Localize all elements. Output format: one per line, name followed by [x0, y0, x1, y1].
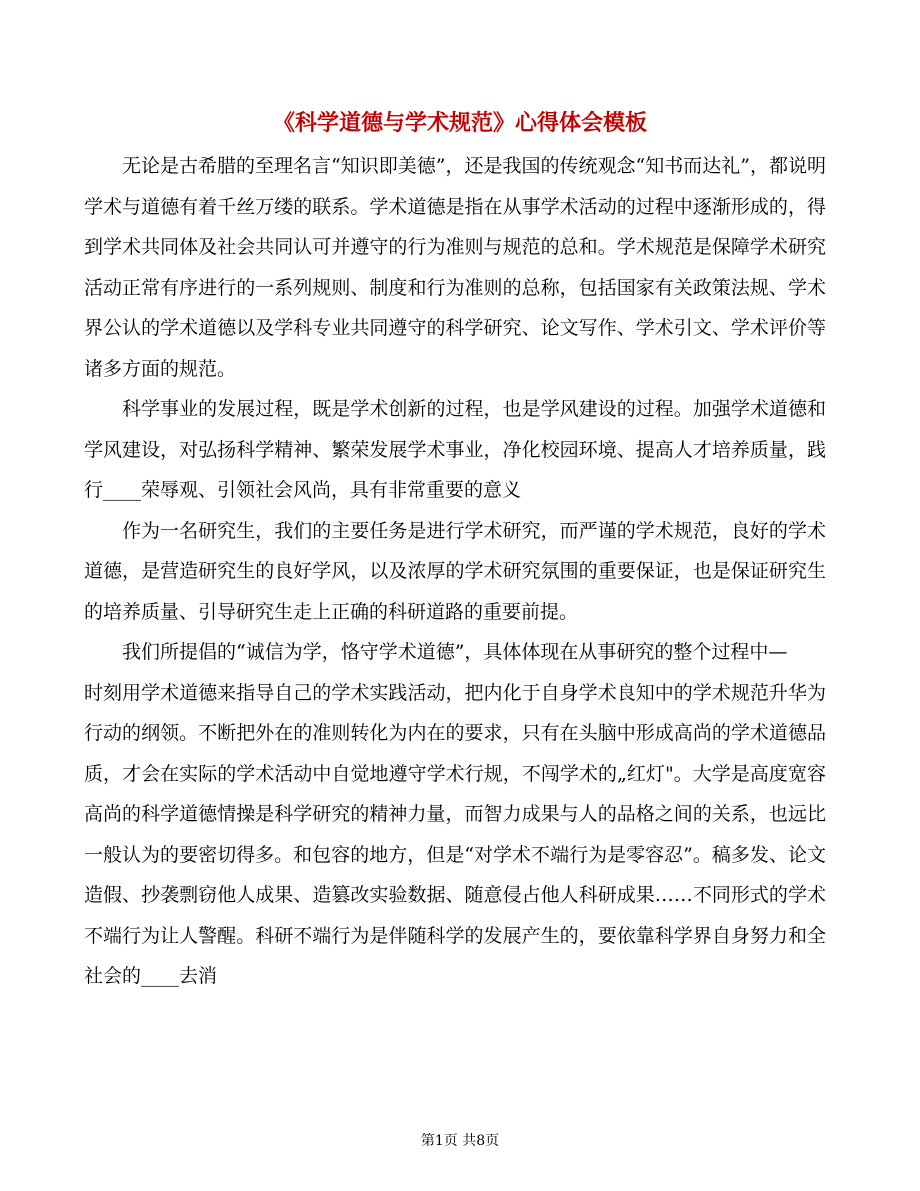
paragraph-3: 作为一名研究生，我们的主要任务是进行学术研究，而严谨的学术规范，良好的学术道德，是营造研究生的良好学风，以及浓厚的学术研究氛围的重要保证，也是保证研究生的培养质量、引导研究生走上正确的科研道路的重要前提。 [84, 519, 826, 623]
paragraph-2: 科学事业的发展过程，既是学术创新的过程，也是学风建设的过程。加强学术道德和学风建设，对弘扬科学精神、繁荣发展学术事业，净化校园环境、提高人才培养质量，践行____荣辱观、引领社会风尚，具有非常重要的意义 [84, 398, 826, 501]
document-title: 《科学道德与学术规范》心得体会模板 [272, 111, 647, 136]
document-body [84, 146, 826, 997]
page-number-footer: 第1页 共8页 [420, 1133, 500, 1149]
paragraph-5: 时刻用学术道德来指导自己的学术实践活动，把内化于自身学术良知中的学术规范升华为行动的纲领。不断把外在的准则转化为内在的要求，只有在头脑中形成高尚的学术道德品质，才会在实际的学术活动中自觉地遵守学术行规，不闯学术的„红灯"。大学是高度宽容高尚的科学道德情操是科学研究的精神力量，而智力成果与人的品格之间的关系，也远比一般认为的要密切得多。和包容的地方，但是“对学术不端行为是零容忍”。稿多发、论文造假、抄袭剽窃他人成果、造篡改实验数据、随意侵占他人科研成果……不同形式的学术不端行为让人警醒。科研不端行为是伴随科学的发展产生的，要依靠科学界自身努力和全社会的____去消 [84, 681, 826, 987]
paragraph-1: 无论是古希腊的至理名言“知识即美德”，还是我国的传统观念“知书而达礼”，都说明学术与道德有着千丝万缕的联系。学术道德是指在从事学术活动的过程中逐渐形成的，得到学术共同体及社会共同认可并遵守的行为准则与规范的总和。学术规范是保障学术研究活动正常有序进行的一系列规则、制度和行为准则的总称，包括国家有关政策法规、学术界公认的学术道德以及学科专业共同遵守的科学研究、论文写作、学术引文、学术评价等诸多方面的规范。 [84, 155, 826, 380]
paragraph-4: 我们所提倡的“诚信为学，恪守学术道德”，具体体现在从事研究的整个过程中— [122, 641, 788, 663]
